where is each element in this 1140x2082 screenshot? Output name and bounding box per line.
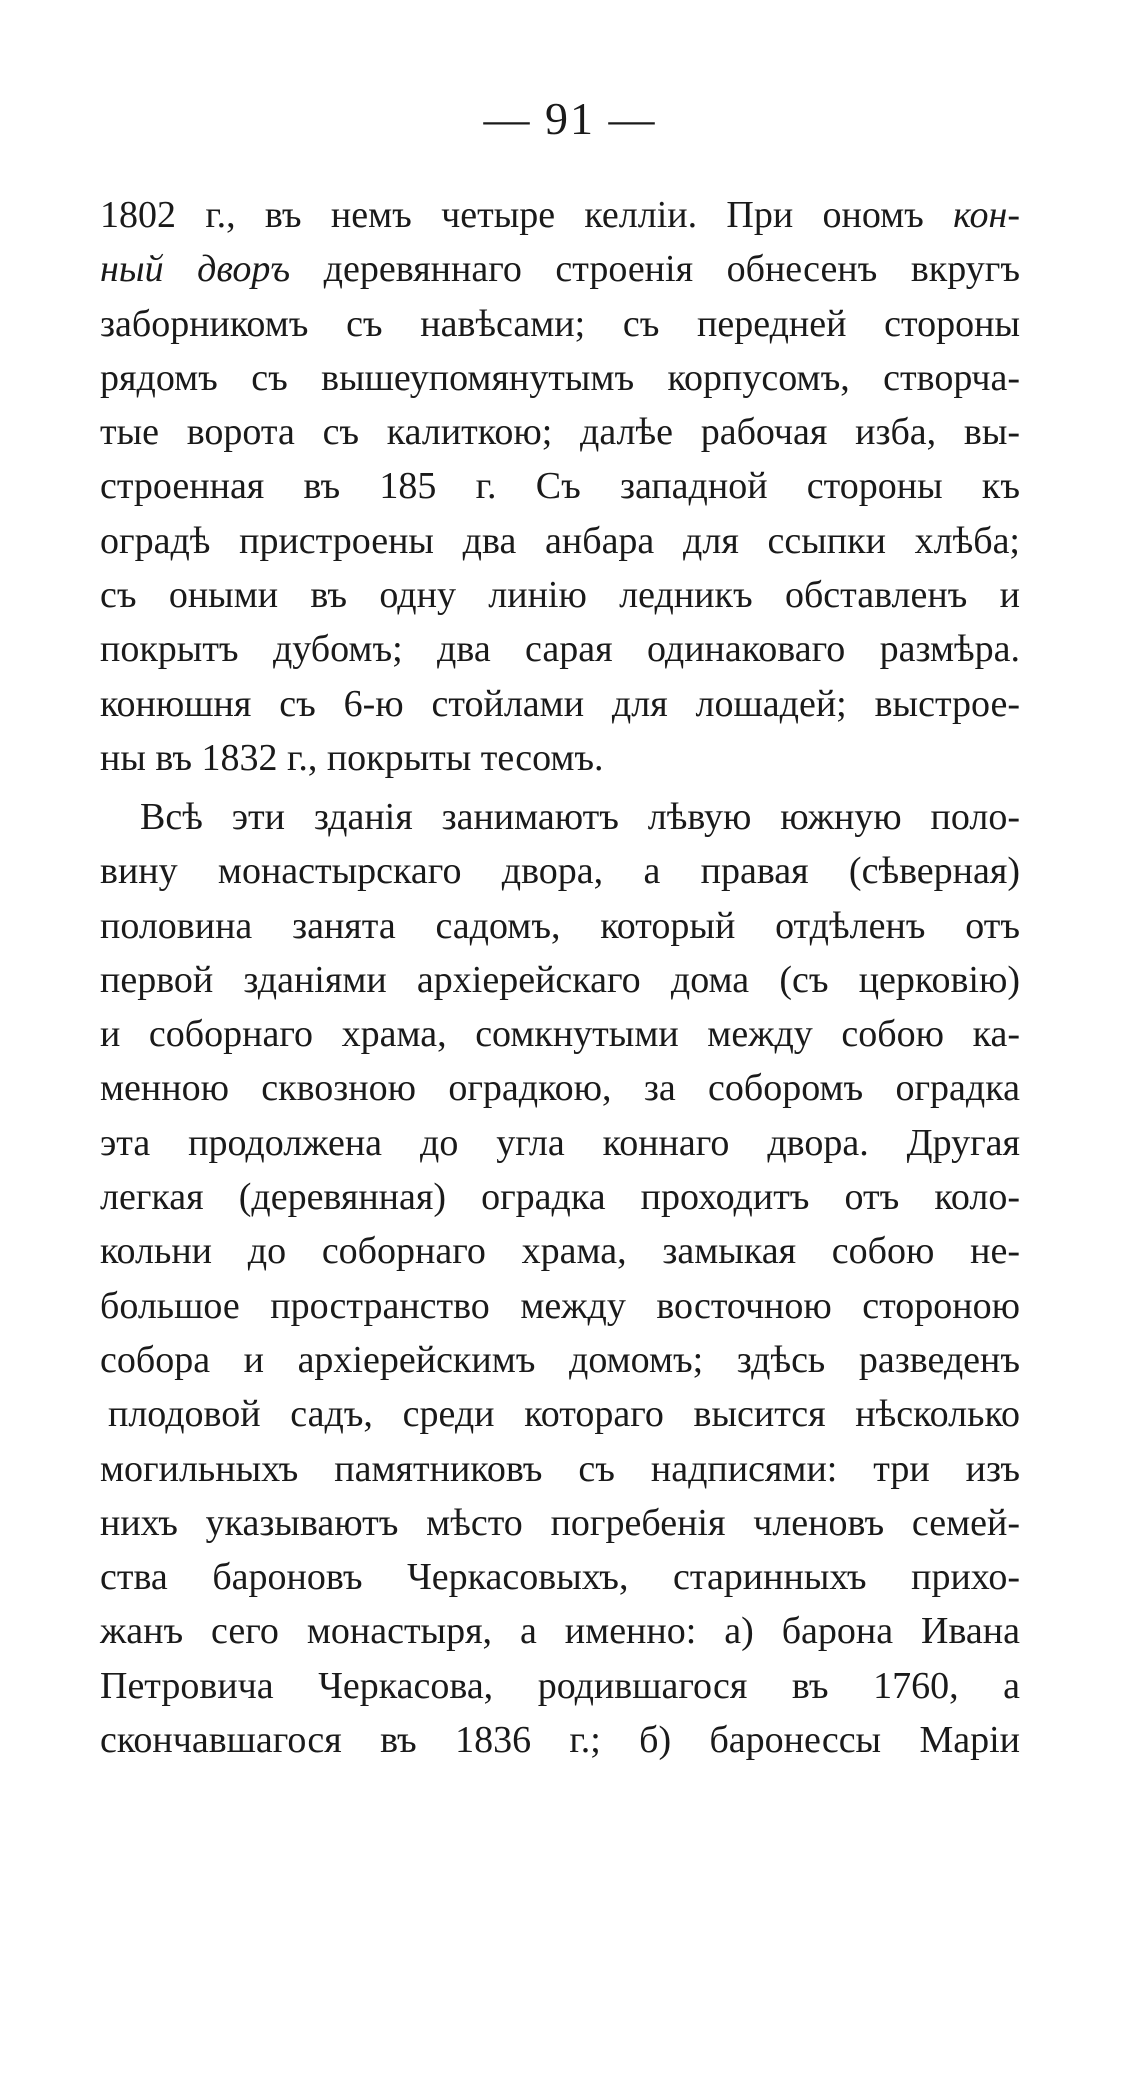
text-line: легкая (деревянная) оградка проходитъ отъ коло- (100, 1176, 1020, 1219)
text-line: строенная въ 185 г. Съ западной стороны къ (100, 465, 1020, 508)
text-line: тые ворота съ калиткою; далѣе рабочая изба, вы- (100, 411, 1020, 454)
text-line: Петровича Черкасова, родившагося въ 1760, а (100, 1664, 1020, 1707)
text-line: большое пространство между восточною стороною (100, 1284, 1020, 1327)
text-line: рядомъ съ вышеупомянутымъ корпусомъ, створча- (100, 356, 1020, 399)
text-line: нихъ указываютъ мѣсто погребенія членовъ семей- (100, 1501, 1020, 1544)
text-line: покрытъ дубомъ; два сарая одинаковаго размѣра. (100, 628, 1020, 671)
text-line: и соборнаго храма, сомкнутыми между собою ка- (100, 1013, 1020, 1056)
text-line (100, 188, 1020, 242)
text-fragment: 1802 г., въ немъ четыре келліи. При ономъ (100, 194, 924, 236)
text-line: вину монастырскаго двора, а правая (сѣверная) (100, 850, 1020, 893)
text-line: эта продолжена до угла коннаго двора. Другая (100, 1121, 1020, 1164)
text-line: кольни до соборнаго храма, замыкая собою не- (100, 1230, 1020, 1273)
text-line: менною сквозною оградкою, за соборомъ оградка (100, 1067, 1020, 1110)
text-line: съ оными въ одну линію ледникъ обставленъ и (100, 574, 1020, 617)
text-line: конюшня съ 6-ю стойлами для лошадей; выстрое- (100, 682, 1020, 725)
text-line: половина занята садомъ, который отдѣленъ отъ (100, 904, 1020, 947)
text-line: ный дворъ деревяннаго строенія обнесенъ вкругъ (100, 248, 1021, 291)
text-line: первой зданіями архіерейскаго дома (съ церковію) (100, 958, 1020, 1001)
text-line: могильныхъ памятниковъ съ надписями: три изъ (100, 1447, 1020, 1490)
text-line: заборникомъ съ навѣсами; съ передней стороны (100, 302, 1020, 345)
text-line: Всѣ эти зданія занимаютъ лѣвую южную поло- (140, 796, 1020, 838)
text-line: ны въ 1832 г., покрыты тесомъ. (100, 736, 604, 779)
text-line: оградѣ пристроены два анбара для ссыпки хлѣба; (100, 519, 1020, 562)
text-line: ства бароновъ Черкасовыхъ, старинныхъ прихо- (100, 1556, 1020, 1599)
text-line: жанъ сего монастыря, а именно: а) барона Ивана (100, 1610, 1020, 1653)
text-line: плодовой садъ, среди котораго высится нѣсколько (108, 1393, 1020, 1436)
paragraph-2 (100, 790, 1020, 1767)
text-line: собора и архіерейскимъ домомъ; здѣсь разведенъ (100, 1338, 1020, 1381)
italic-fragment: ный дворъ (100, 248, 291, 291)
text-line: скончавшагося въ 1836 г.; б) баронессы Маріи (100, 1719, 1020, 1762)
italic-fragment: кон- (953, 194, 1020, 236)
paragraph-1 (100, 188, 1020, 785)
page-number: — 91 — (483, 93, 657, 144)
